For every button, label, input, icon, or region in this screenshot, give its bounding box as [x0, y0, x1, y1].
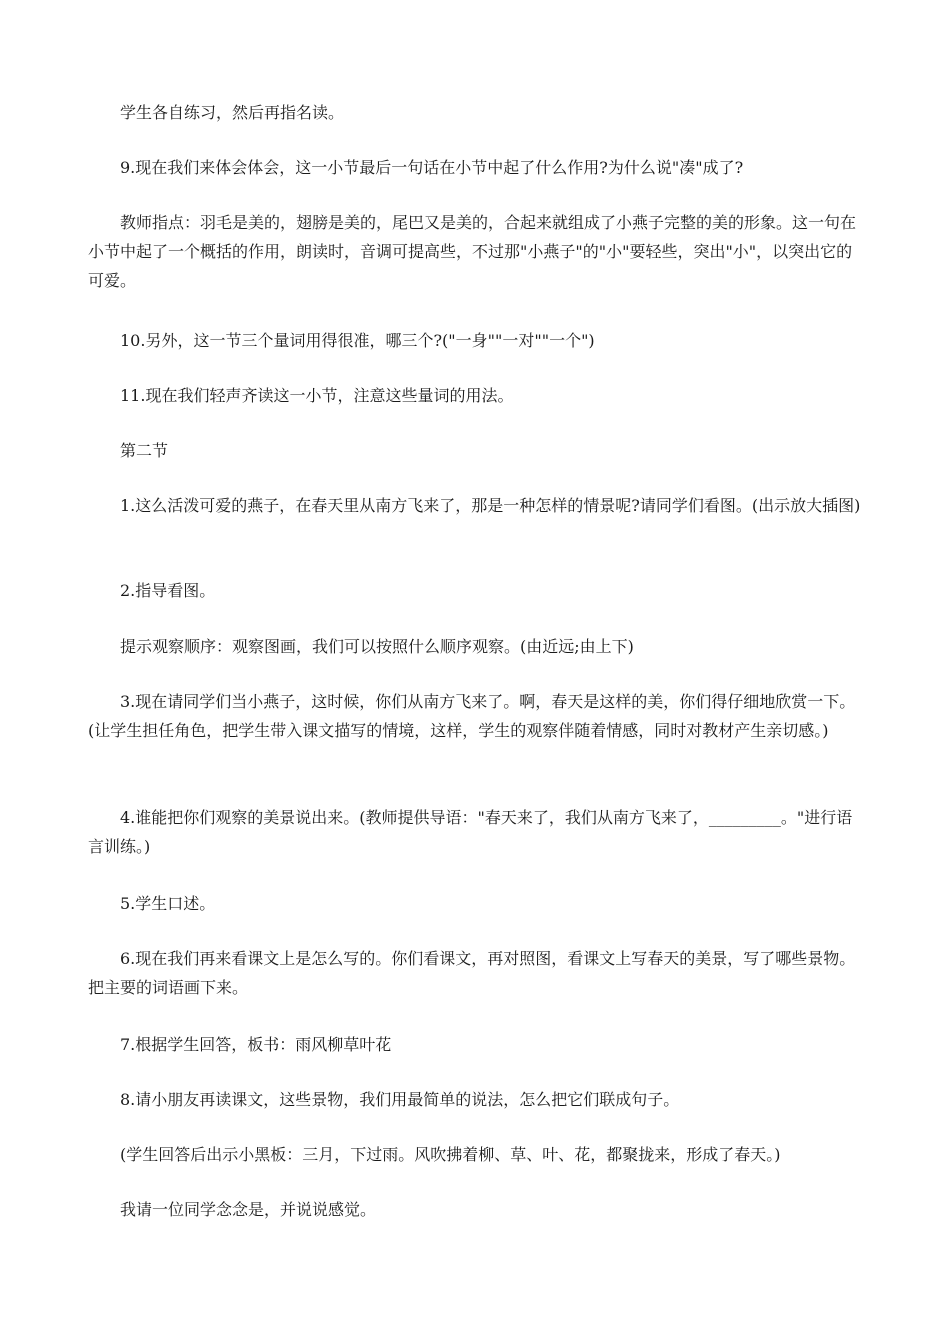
paragraph-observation-order: 提示观察顺序：观察图画，我们可以按照什么顺序观察。(由近远;由上下) [120, 637, 634, 656]
paragraph-item-9: 9.现在我们来体会体会，这一小节最后一句话在小节中起了什么作用?为什么说"凑"成了? [120, 158, 744, 177]
paragraph-item-8: 8.请小朋友再读课文，这些景物，我们用最简单的说法，怎么把它们联成句子。 [120, 1090, 680, 1109]
paragraph-item-4: 4.谁能把你们观察的美景说出来。(教师提供导语："春天来了，我们从南方飞来了，_________。"进行语言训练。) [88, 808, 853, 856]
paragraph-blackboard: (学生回答后出示小黑板：三月，下过雨。风吹拂着柳、草、叶、花，都聚拢来，形成了春天。) [120, 1145, 781, 1164]
paragraph-item-10: 10.另外，这一节三个量词用得很准，哪三个?("一身""一对""一个") [120, 331, 595, 350]
paragraph-teacher-note: 教师指点：羽毛是美的，翅膀是美的，尾巴又是美的，合起来就组成了小燕子完整的美的形象。这一句在小节中起了一个概括的作用，朗读时，音调可提高些，不过那"小燕子"的"小"要轻些，突出"小"，以突出它的可爱。 [88, 213, 857, 290]
section-heading-2: 第二节 [120, 441, 169, 460]
paragraph-item-11: 11.现在我们轻声齐读这一小节，注意这些量词的用法。 [120, 386, 514, 405]
paragraph-item-7: 7.根据学生回答，板书：雨风柳草叶花 [120, 1035, 392, 1054]
paragraph-item-3: 3.现在请同学们当小燕子，这时候，你们从南方飞来了。啊，春天是这样的美，你们得仔细地欣赏一下。(让学生担任角色，把学生带入课文描写的情境，这样，学生的观察伴随着情感，同时对教材产生亲切感。) [88, 692, 856, 740]
paragraph-item-1: 1.这么活泼可爱的燕子，在春天里从南方飞来了，那是一种怎样的情景呢?请同学们看图。(出示放大插图) [120, 496, 861, 515]
paragraph-read-aloud: 我请一位同学念念是，并说说感觉。 [120, 1200, 377, 1219]
paragraph-item-6: 6.现在我们再来看课文上是怎么写的。你们看课文，再对照图，看课文上写春天的美景，写了哪些景物。把主要的词语画下来。 [88, 949, 856, 997]
paragraph-practice: 学生各自练习，然后再指名读。 [120, 103, 345, 122]
paragraph-item-2: 2.指导看图。 [120, 581, 216, 600]
paragraph-item-5: 5.学生口述。 [120, 894, 216, 913]
